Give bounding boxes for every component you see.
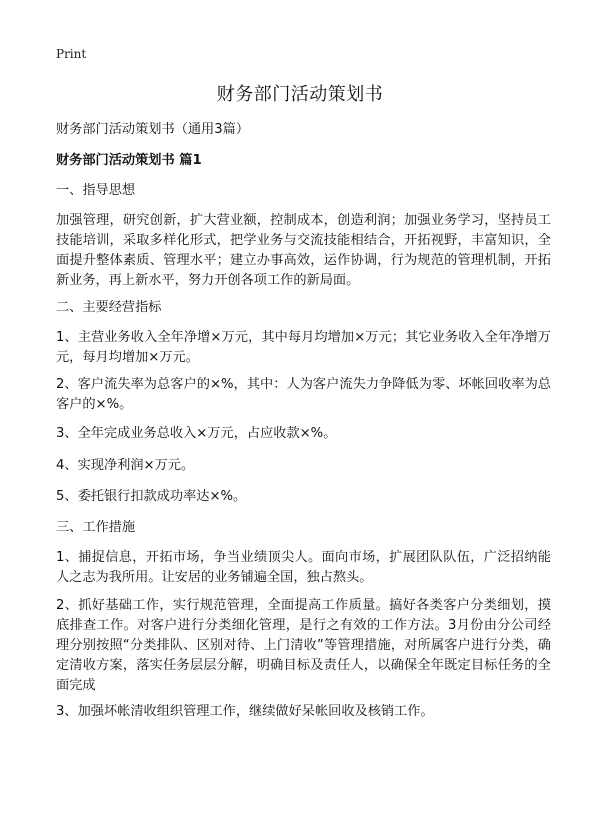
measure-item: 3、加强坏帐清收组织管理工作，继续做好呆帐回收及核销工作。 <box>56 704 434 719</box>
document-subtitle: 财务部门活动策划书（通用3篇） <box>56 122 250 137</box>
indicator-item: 1、主营业务收入全年净增×万元，其中每月均增加×万元；其它业务收入全年净增万元，每月均增加×万元。 <box>56 330 551 365</box>
section-heading-indicators: 二、主要经营指标 <box>56 300 162 315</box>
indicator-item: 5、委托银行扣款成功率达×%。 <box>56 489 247 504</box>
indicator-item: 2、客户流失率为总客户的×%，其中：人为客户流失力争降低为零、坏帐回收率为总客户的×%。 <box>56 377 551 412</box>
indicator-item: 4、实现净利润×万元。 <box>56 458 195 473</box>
measure-item: 1、捕捉信息，开拓市场，争当业绩顶尖人。面向市场，扩展团队队伍，广泛招纳能人之志为我所用。让安居的业务铺遍全国，独占熬头。 <box>56 550 551 585</box>
guiding-ideology-paragraph: 加强管理，研究创新，扩大营业额，控制成本，创造利润；加强业务学习，坚持员工技能培训，采取多样化形式，把学业务与交流技能相结合，开拓视野，丰富知识，全面提升整体素质、管理水平；建立办事高效，运作协调，行为规范的管理机制，开拓新业务，再上新水平，努力开创各项工作的新局面。 <box>56 213 551 288</box>
measure-item: 2、抓好基础工作，实行规范管理，全面提高工作质量。搞好各类客户分类细划，摸底排查工作。对客户进行分类细化管理，是行之有效的工作方法。3月份由分公司经理分别按照“分类排队、区别对待、上门清收”等管理措施，对所属客户进行分类，确定清收方案，落实任务层层分解，明确目标及责任人，以确保全年既定目标任务的全面完成 <box>56 598 551 693</box>
document-title: 财务部门活动策划书 <box>216 84 384 105</box>
print-label: Print <box>56 47 87 61</box>
section-heading-measures: 三、工作措施 <box>56 520 136 535</box>
article-heading: 财务部门活动策划书 篇1 <box>56 153 202 168</box>
section-heading-guiding-ideology: 一、指导思想 <box>56 183 136 198</box>
indicator-item: 3、全年完成业务总收入×万元，占应收款×%。 <box>56 426 337 441</box>
